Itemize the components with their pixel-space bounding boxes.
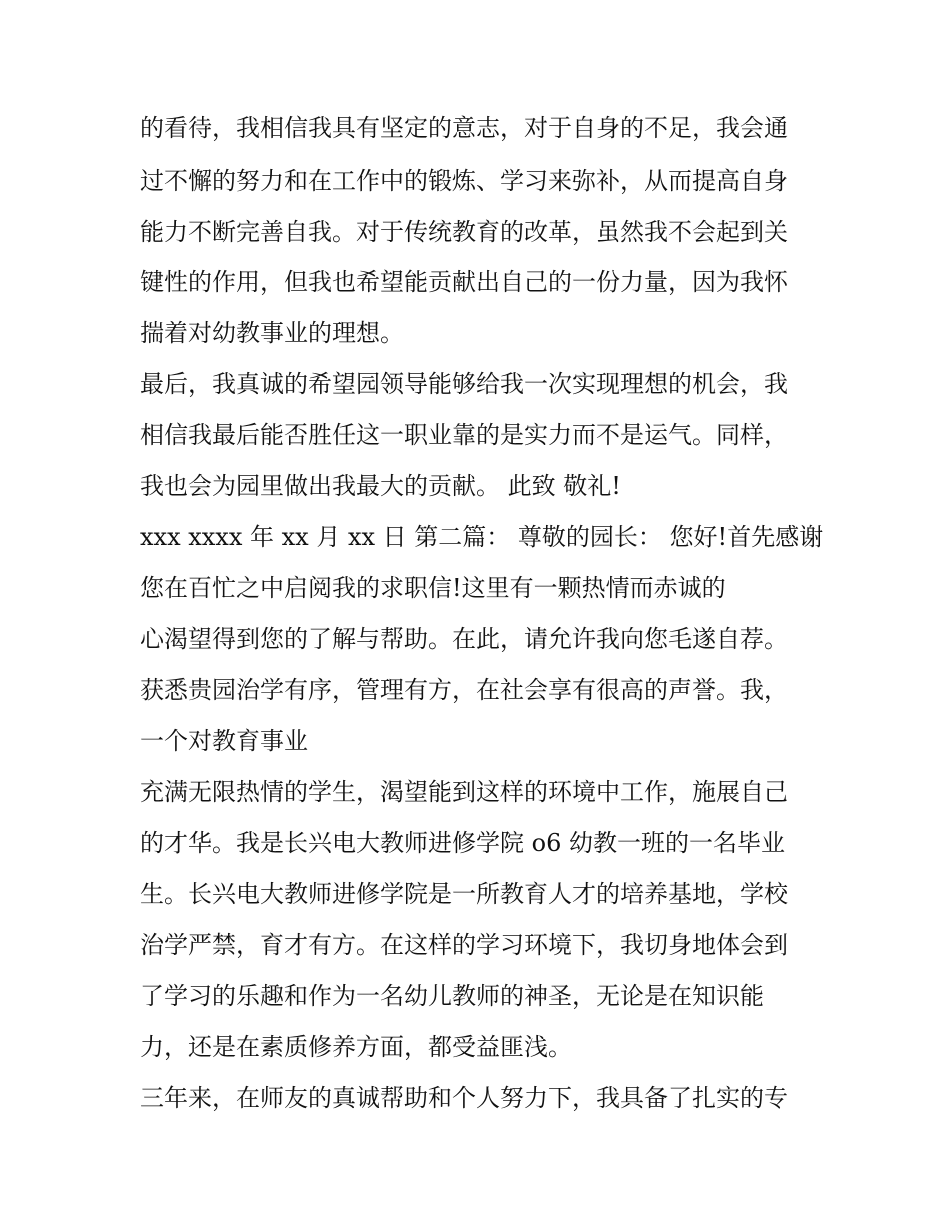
text-line: 相信我最后能否胜任这一职业靠的是实力而不是运气。同样， bbox=[140, 421, 788, 449]
text-line: 三年来，在师友的真诚帮助和个人努力下，我具备了扎实的专 bbox=[140, 1084, 788, 1112]
text-line: 您在百忙之中启阅我的求职信!这里有一颗热情而赤诚的 bbox=[140, 574, 726, 602]
text-line: 的看待，我相信我具有坚定的意志，对于自身的不足，我会通 bbox=[140, 114, 788, 142]
text-line: 过不懈的努力和在工作中的锻炼、学习来弥补，从而提高自身 bbox=[140, 167, 788, 195]
text-line: 揣着对幼教事业的理想。 bbox=[140, 319, 404, 347]
text-line: 生。长兴电大教师进修学院是一所教育人才的培养基地，学校 bbox=[140, 880, 788, 908]
text-line: 了学习的乐趣和作为一名幼儿教师的神圣，无论是在知识能 bbox=[140, 982, 764, 1010]
text-line: 最后，我真诚的希望园领导能够给我一次实现理想的机会，我 bbox=[140, 370, 788, 398]
text-line: 充满无限热情的学生，渴望能到这样的环境中工作，施展自己 bbox=[140, 778, 788, 806]
text-line: 力，还是在素质修养方面，都受益匪浅。 bbox=[140, 1033, 572, 1061]
text-line: 获悉贵园治学有序，管理有方，在社会享有很高的声誉。我， bbox=[140, 676, 788, 704]
text-line: xxx xxxx 年 xx 月 xx 日 第二篇： 尊敬的园长： 您好!首先感谢 bbox=[140, 523, 824, 551]
text-line: 键性的作用，但我也希望能贡献出自己的一份力量，因为我怀 bbox=[140, 268, 788, 296]
text-line: 的才华。我是长兴电大教师进修学院 o6 幼教一班的一名毕业 bbox=[140, 829, 785, 857]
text-line: 治学严禁，育才有方。在这样的学习环境下，我切身地体会到 bbox=[140, 931, 788, 959]
text-line: 我也会为园里做出我最大的贡献。 此致 敬礼! bbox=[140, 472, 621, 500]
text-line: 一个对教育事业 bbox=[140, 727, 308, 755]
text-line: 能力不断完善自我。对于传统教育的改革，虽然我不会起到关 bbox=[140, 218, 788, 246]
text-line: 心渴望得到您的了解与帮助。在此，请允许我向您毛遂自荐。 bbox=[140, 625, 788, 653]
